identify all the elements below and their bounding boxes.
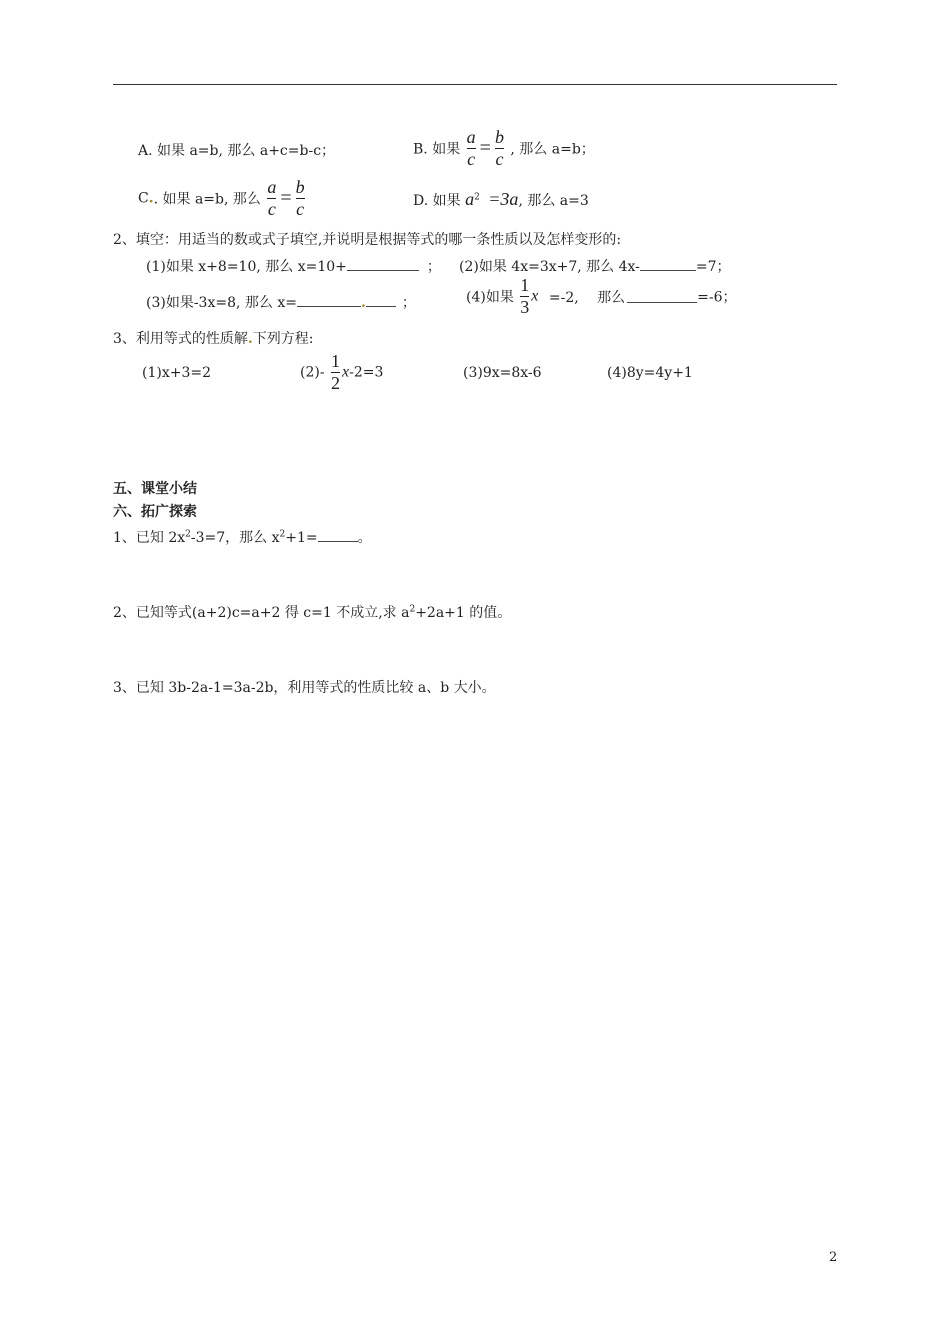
mark-dot: . — [148, 190, 154, 207]
section-summary-title: 五、课堂小结 — [113, 481, 197, 497]
q2-part1: (1)如果 x+8=10, 那么 x=10+ ； — [146, 259, 441, 275]
section-explore-title: 六、拓广探索 — [113, 504, 197, 520]
q2-title: 2、填空：用适当的数或式子填空,并说明是根据等式的哪一条性质以及怎样变形的: — [113, 232, 622, 248]
explore-item-2: 2、已知等式(a+2)c=a+2 得 c=1 不成立,求 $a^2+2a+1$ 的值。 — [113, 604, 512, 621]
mark-dot: . — [360, 295, 366, 311]
option-d-rhs: =3a — [488, 189, 519, 209]
option-d: D. 如果 $a^2 =3a$, 那么 a=3 — [413, 189, 589, 209]
option-a-text: A. 如果 a=b, 那么 a+c=b-c； — [138, 143, 336, 159]
option-a — [138, 140, 335, 160]
option-d-label: D. 如果 — [413, 193, 461, 209]
q2-part2: (2)如果 4x=3x+7, 那么 4x- =7； — [459, 259, 731, 275]
equals-sign: = — [479, 137, 491, 159]
answer-blank[interactable] — [318, 529, 358, 542]
q2-part4: (4)如果 $\frac{1}{3}$ x =-2, 那么 =-6； — [466, 275, 737, 317]
header-rule — [113, 84, 837, 85]
fraction-b-over-c: $\frac{b}{c}$ — [295, 177, 305, 219]
q3-title: 3、利用等式的性质解.下列方程: — [113, 331, 314, 347]
explore-item-3: 3、已知 3b-2a-1=3a-2b，利用等式的性质比较 a、b 大小。 — [113, 680, 496, 696]
option-d-suffix: , 那么 a=3 — [518, 193, 589, 209]
answer-blank[interactable] — [640, 258, 696, 271]
fraction-one-third: $\frac{1}{3}$ — [520, 275, 530, 317]
option-b-label: B. 如果 — [413, 141, 461, 158]
equation-4: (4)8y=4y+1 — [607, 365, 693, 381]
option-b — [413, 128, 595, 169]
fraction-one-half: $\frac{1}{2}$ — [331, 351, 341, 393]
option-c-label: . 如果 a=b, 那么 — [153, 191, 261, 208]
answer-blank[interactable] — [347, 258, 419, 271]
answer-blank[interactable] — [297, 294, 361, 307]
page-number: 2 — [829, 1250, 838, 1265]
answer-blank[interactable] — [366, 294, 396, 307]
equals-sign: = — [280, 187, 292, 209]
q2-part3: (3)如果-3x=8, 那么 x= . ； — [146, 295, 416, 311]
equation-2: (2)- $\frac{1}{2}$ x-2=3 — [300, 351, 384, 393]
fraction-a-over-c: $\frac{a}{c}$ — [267, 177, 277, 219]
equation-3: (3)9x=8x-6 — [463, 365, 542, 381]
mark-dot: . — [247, 331, 253, 347]
explore-item-1: 1、已知 $2x^2-3=7$，那么 $x^2+1=$ 。 — [113, 529, 372, 546]
option-c: C.. 如果 a=b, 那么 $\frac{a}{c}$ = $\frac{b}{c}$ — [138, 177, 305, 219]
fraction-b-over-c: $\frac{b}{c}$ — [494, 127, 504, 169]
equation-1: (1)x+3=2 — [142, 365, 212, 381]
option-b-suffix: , 那么 a=b； — [510, 141, 595, 158]
answer-blank[interactable] — [627, 290, 697, 303]
fraction-a-over-c: $\frac{a}{c}$ — [466, 127, 476, 169]
